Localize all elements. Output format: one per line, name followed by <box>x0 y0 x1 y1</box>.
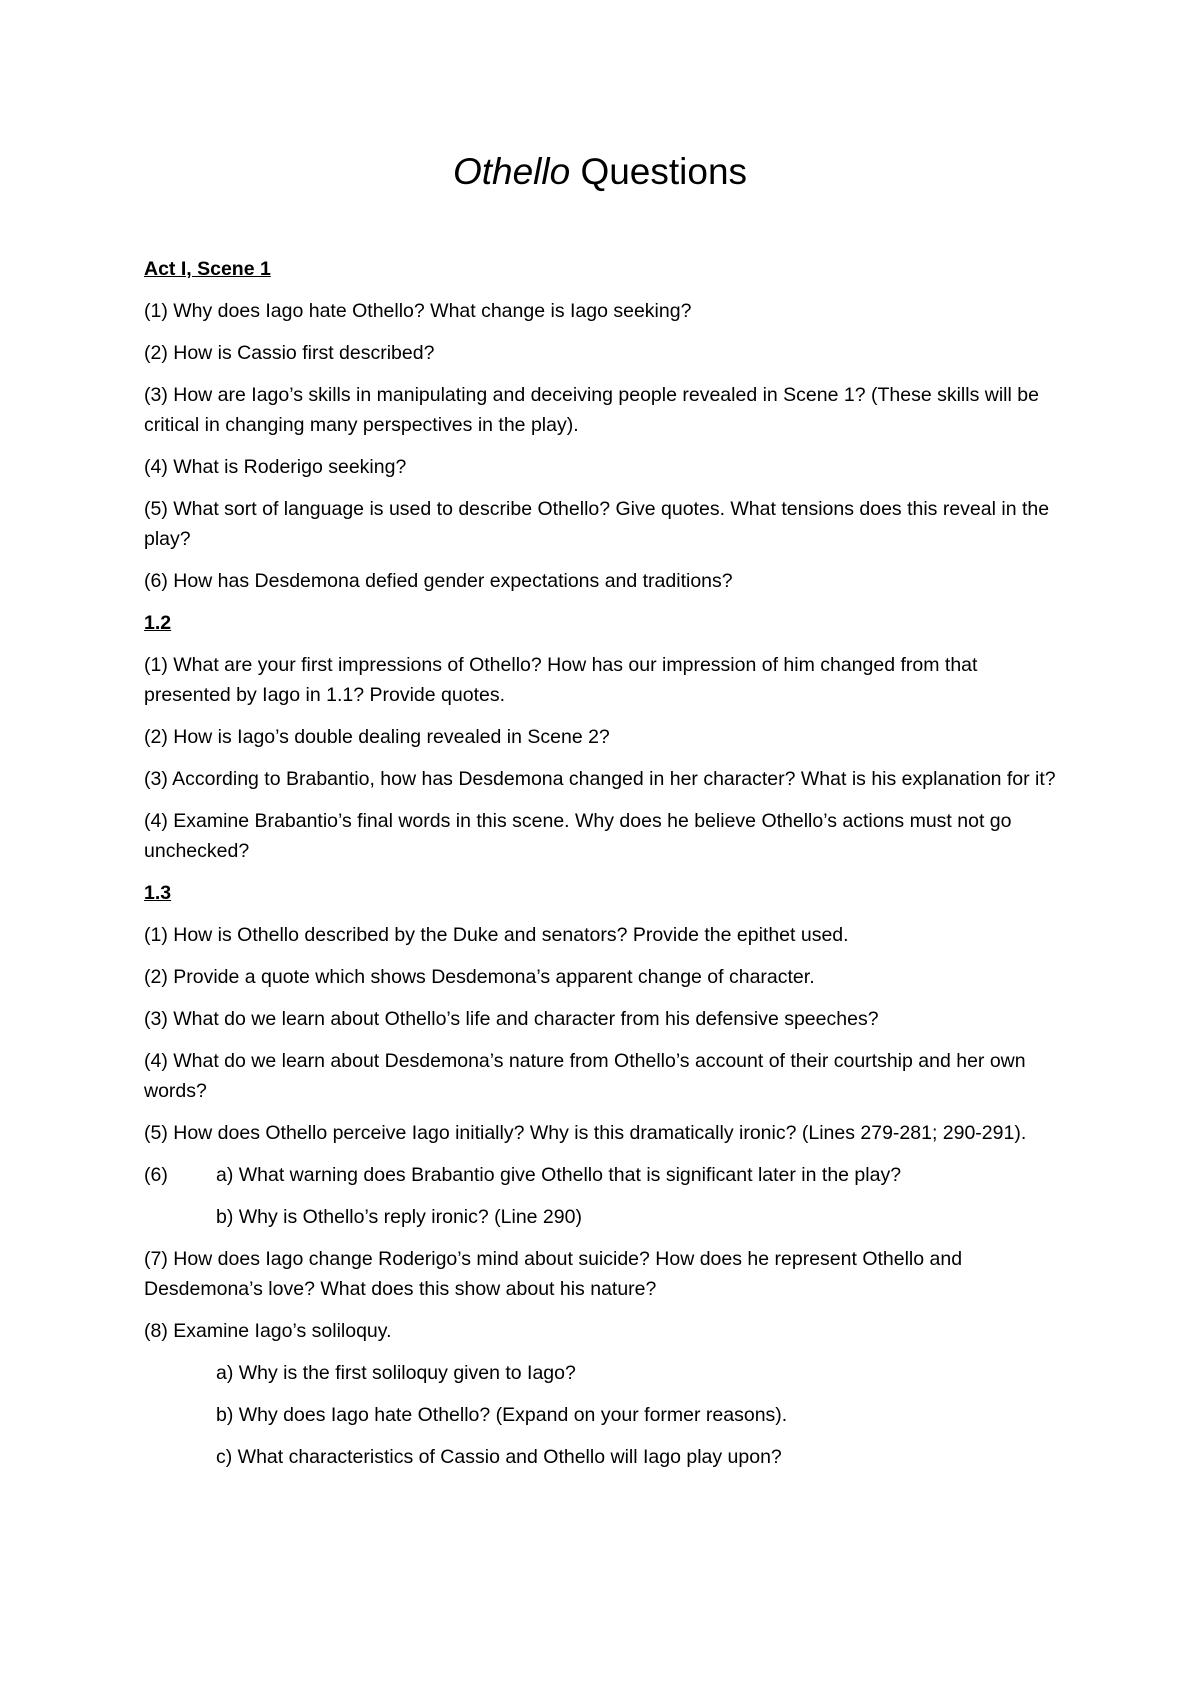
question-1-3-5: (5) How does Othello perceive Iago initially? Why is this dramatically ironic? (Lines 279-281; 290-291). <box>144 1122 1027 1144</box>
question-1-3-1: (1) How is Othello described by the Duke and senators? Provide the epithet used. <box>144 924 849 946</box>
sub-question-a: a) Why is the first soliloquy given to Iago? <box>216 1362 576 1384</box>
question-1-2-4: (4) Examine Brabantio’s final words in this scene. Why does he believe Othello’s actions must not go unchecked? <box>144 810 1012 862</box>
sub-question-c: c) What characteristics of Cassio and Othello will Iago play upon? <box>216 1446 782 1468</box>
sub-question-a: a) What warning does Brabantio give Othello that is significant later in the play? <box>216 1164 902 1186</box>
sub-question-b: b) Why is Othello’s reply ironic? (Line 290) <box>216 1206 582 1228</box>
question-1-3-3: (3) What do we learn about Othello’s life and character from his defensive speeches? <box>144 1008 879 1030</box>
question-1-3-6 <box>144 1160 1064 1190</box>
question-1-2-1: (1) What are your first impressions of Othello? How has our impression of him changed from that presented by Iago in 1.1? Provide quotes. <box>144 654 978 706</box>
question-1-1-3: (3) How are Iago’s skills in manipulating and deceiving people revealed in Scene 1? (These skills will be critical in changing many perspectives in the play). <box>144 384 1039 436</box>
page-title <box>0 148 1200 196</box>
title-rest: Questions <box>570 151 748 192</box>
question-1-1-6: (6) How has Desdemona defied gender expectations and traditions? <box>144 570 733 592</box>
question-1-2-2: (2) How is Iago’s double dealing revealed in Scene 2? <box>144 726 610 748</box>
question-number: (6) <box>144 1164 168 1186</box>
title-italic-part: Othello <box>452 151 571 192</box>
section-heading-1-3: 1.3 <box>144 882 172 904</box>
sub-question-b: b) Why does Iago hate Othello? (Expand on your former reasons). <box>216 1404 788 1426</box>
question-1-1-1: (1) Why does Iago hate Othello? What change is Iago seeking? <box>144 300 692 322</box>
section-heading-1-2: 1.2 <box>144 612 172 634</box>
question-1-1-5: (5) What sort of language is used to describe Othello? Give quotes. What tensions does this reveal in the play? <box>144 498 1050 550</box>
question-1-1-2: (2) How is Cassio first described? <box>144 342 435 364</box>
section-heading-act1-scene1: Act I, Scene 1 <box>144 258 271 280</box>
question-1-2-3: (3) According to Brabantio, how has Desdemona changed in her character? What is his explanation for it? <box>144 768 1056 790</box>
question-1-3-8: (8) Examine Iago’s soliloquy. <box>144 1320 392 1342</box>
question-1-3-4: (4) What do we learn about Desdemona’s nature from Othello’s account of their courtship and her own words? <box>144 1050 1026 1102</box>
question-1-1-4: (4) What is Roderigo seeking? <box>144 456 407 478</box>
questions-content <box>144 254 1064 1484</box>
question-1-3-2: (2) Provide a quote which shows Desdemona’s apparent change of character. <box>144 966 815 988</box>
question-1-3-7: (7) How does Iago change Roderigo’s mind about suicide? How does he represent Othello and Desdemona’s love? What does this show about his nature? <box>144 1248 963 1300</box>
